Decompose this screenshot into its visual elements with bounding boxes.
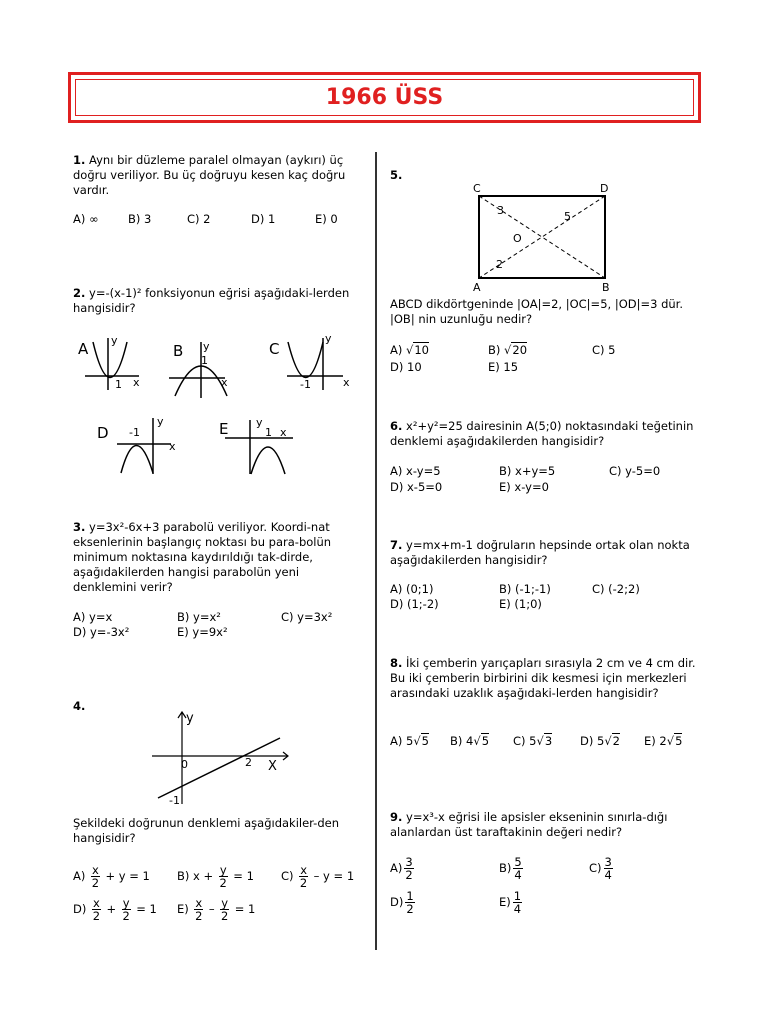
question-3: [73, 520, 363, 595]
option-d[interactable]: D) 5√2: [580, 734, 620, 748]
title-inner-frame: [75, 79, 694, 116]
question-6: [390, 419, 700, 449]
question-text: y=x³-x eğrisi ile apsisler ekseninin sınırla-dığı alanlardan üst taraftakinin değeri nedir?: [390, 810, 668, 839]
option-e[interactable]: E) $\frac{1}{4}$: [499, 889, 522, 916]
question-number: 2.: [73, 286, 86, 300]
q4-graph: [150, 708, 290, 808]
option-a[interactable]: A) $\frac{3}{2}$: [390, 855, 413, 882]
question-number: 1.: [73, 153, 86, 167]
y-label: y: [325, 332, 332, 345]
question-text: Şekildeki doğrunun denklemi aşağıdakiler-den hangisidir?: [73, 816, 339, 845]
question-8: [390, 656, 700, 701]
graph-label-e[interactable]: E: [219, 420, 229, 438]
question-5: [390, 297, 700, 327]
x-label: x: [343, 376, 350, 389]
tick-minus-1: -1: [300, 378, 311, 391]
q3-options: [73, 610, 363, 640]
question-number: 9.: [390, 810, 403, 824]
option-c[interactable]: C) y=3x²: [281, 610, 333, 624]
option-b[interactable]: B) $\frac{5}{4}$: [499, 855, 522, 882]
question-text: x²+y²=25 dairesinin A(5;0) noktasındaki teğetinin denklemi aşağıdakilerden hangisidir?: [390, 419, 694, 448]
option-c[interactable]: C) (-2;2): [592, 582, 640, 596]
option-d[interactable]: D) 1: [251, 212, 276, 226]
y-label: y: [203, 340, 210, 353]
option-d[interactable]: D) 10: [390, 360, 422, 374]
option-a[interactable]: A) x-y=5: [390, 464, 441, 478]
title-frame: [68, 72, 701, 123]
fraction: $\frac{y}{2}$: [219, 863, 227, 890]
tick-1: 1: [265, 426, 272, 439]
fraction: $\frac{y}{2}$: [122, 896, 130, 923]
option-d[interactable]: D) x-5=0: [390, 480, 443, 494]
page-title: 1966 ÜSS: [325, 85, 444, 110]
segment-oa-label: 2: [496, 258, 503, 271]
fraction: $\frac{3}{4}$: [604, 855, 612, 882]
option-label: C): [281, 869, 294, 883]
question-7: [390, 538, 700, 568]
q2-graphs: [75, 328, 370, 478]
option-e[interactable]: E) 2√5: [644, 734, 683, 748]
option-e[interactable]: E) 15: [488, 360, 519, 374]
x-label: x: [133, 376, 140, 389]
q7-options: [390, 582, 700, 614]
option-c[interactable]: C) 2: [187, 212, 211, 226]
question-9: [390, 810, 700, 840]
question-number: 3.: [73, 520, 86, 534]
option-b[interactable]: B) y=x²: [177, 610, 221, 624]
fraction: $\frac{5}{4}$: [514, 855, 522, 882]
question-number: 6.: [390, 419, 403, 433]
option-e[interactable]: E) $\frac{x}{2}$ – $\frac{y}{2}$ = 1: [177, 896, 256, 923]
fraction: $\frac{3}{2}$: [405, 855, 413, 882]
y-label: y: [111, 334, 118, 347]
option-d[interactable]: D) $\frac{x}{2}$ + $\frac{y}{2}$ = 1: [73, 896, 157, 923]
y-label: y: [157, 415, 164, 428]
q9-options: [390, 856, 700, 922]
option-a[interactable]: A) √10: [390, 343, 429, 357]
option-a[interactable]: A) $\frac{x}{2}$ + y = 1: [73, 863, 150, 890]
option-d[interactable]: D) y=-3x²: [73, 625, 130, 639]
question-number: 5.: [390, 168, 403, 182]
tick-1: 1: [201, 354, 208, 367]
segment-oc-label: 3: [497, 204, 504, 217]
question-number: 4.: [73, 699, 86, 713]
question-text: Aynı bir düzleme paralel olmayan (aykırı) üç doğru veriliyor. Bu üç doğruyu kesen kaç doğru vardır.: [73, 153, 346, 197]
option-b[interactable]: B) 4√5: [450, 734, 490, 748]
x-label: X: [268, 759, 277, 774]
question-5-number: [390, 168, 402, 183]
option-a[interactable]: A) ∞: [73, 212, 99, 226]
option-c[interactable]: C) $\frac{3}{4}$: [589, 855, 612, 882]
fraction: $\frac{x}{2}$: [92, 896, 101, 923]
option-d[interactable]: D) (1;-2): [390, 597, 439, 611]
option-label: A): [73, 869, 86, 883]
question-text: y=-(x-1)² fonksiyonun eğrisi aşağıdaki-lerden hangisidir?: [73, 286, 350, 315]
q6-options: [390, 464, 700, 496]
q8-options: [390, 734, 700, 752]
question-4-number: [73, 699, 85, 714]
q5-options: [390, 343, 690, 377]
column-divider: [375, 152, 377, 950]
option-c[interactable]: C) 5: [592, 343, 616, 357]
vertex-d: D: [600, 182, 609, 195]
question-text: İki çemberin yarıçapları sırasıyla 2 cm ve 4 cm dir. Bu iki çemberin birbirini dik kesmesi için merkezleri arasındaki uzaklık aşağıdaki-lerden hangisidir?: [390, 656, 696, 700]
fraction: $\frac{1}{2}$: [406, 889, 414, 916]
x-label: x: [169, 440, 176, 453]
option-c[interactable]: C) $\frac{x}{2}$ – y = 1: [281, 863, 355, 890]
question-text: y=3x²-6x+3 parabolü veriliyor. Koordi-nat eksenlerinin başlangıç noktası bu para-bolün minimum noktasına kaydırıldığı tak-dirde, aşağıdakilerden hangisi parabolün yeni denklemini verir?: [73, 520, 332, 594]
fraction: $\frac{1}{4}$: [513, 889, 522, 916]
graph-label-a[interactable]: A: [78, 340, 89, 358]
option-e[interactable]: E) y=9x²: [177, 625, 228, 639]
question-text: y=mx+m-1 doğruların hepsinde ortak olan nokta aşağıdakilerden hangisidir?: [390, 538, 690, 567]
vertex-b: B: [602, 281, 610, 294]
tick-2: 2: [245, 756, 252, 769]
q5-rectangle-figure: [465, 180, 625, 298]
option-label: E): [177, 902, 189, 916]
option-c[interactable]: C) 5√3: [513, 734, 553, 748]
point-o: O: [513, 232, 522, 245]
fraction: $\frac{x}{2}$: [195, 896, 203, 923]
question-1: [73, 153, 363, 198]
option-b[interactable]: B) √20: [488, 343, 528, 357]
option-a[interactable]: A) 5√5: [390, 734, 429, 748]
graph-label-c[interactable]: C: [269, 340, 280, 358]
question-4: [73, 816, 363, 846]
option-e[interactable]: E) x-y=0: [499, 480, 549, 494]
graph-label-b[interactable]: B: [173, 342, 184, 360]
q1-options: [73, 212, 363, 227]
vertex-c: C: [473, 182, 481, 195]
tick-minus-1: -1: [129, 426, 140, 439]
option-b[interactable]: B) x + $\frac{y}{2}$ = 1: [177, 863, 254, 890]
option-b[interactable]: B) (-1;-1): [499, 582, 551, 596]
question-2: [73, 286, 363, 316]
tick-minus-1: -1: [169, 794, 180, 807]
option-label: B): [177, 869, 190, 883]
fraction: $\frac{x}{2}$: [91, 863, 100, 890]
q4-options: [73, 864, 368, 934]
question-number: 8.: [390, 656, 403, 670]
option-b[interactable]: B) x+y=5: [499, 464, 556, 478]
segment-od-label: 5: [564, 210, 571, 223]
option-e[interactable]: E) 0: [315, 212, 338, 226]
vertex-a: A: [473, 281, 481, 294]
option-d[interactable]: D) $\frac{1}{2}$: [390, 889, 414, 916]
option-b[interactable]: B) 3: [128, 212, 152, 226]
fraction: $\frac{x}{2}$: [299, 863, 308, 890]
x-label: x: [280, 426, 287, 439]
question-text: ABCD dikdörtgeninde |OA|=2, |OC|=5, |OD|=3 dür. |OB| nin uzunluğu nedir?: [390, 297, 684, 326]
option-a[interactable]: A) (0;1): [390, 582, 434, 596]
y-label: y: [256, 416, 263, 429]
question-number: 7.: [390, 538, 403, 552]
option-c[interactable]: C) y-5=0: [609, 464, 661, 478]
tick-1: 1: [115, 378, 122, 391]
option-label: D): [73, 902, 87, 916]
fraction: $\frac{y}{2}$: [221, 896, 229, 923]
origin-label: 0: [181, 758, 188, 771]
x-label: x: [221, 376, 228, 389]
option-a[interactable]: A) y=x: [73, 610, 113, 624]
y-label: y: [186, 711, 194, 726]
graph-label-d[interactable]: D: [97, 424, 109, 442]
option-e[interactable]: E) (1;0): [499, 597, 542, 611]
